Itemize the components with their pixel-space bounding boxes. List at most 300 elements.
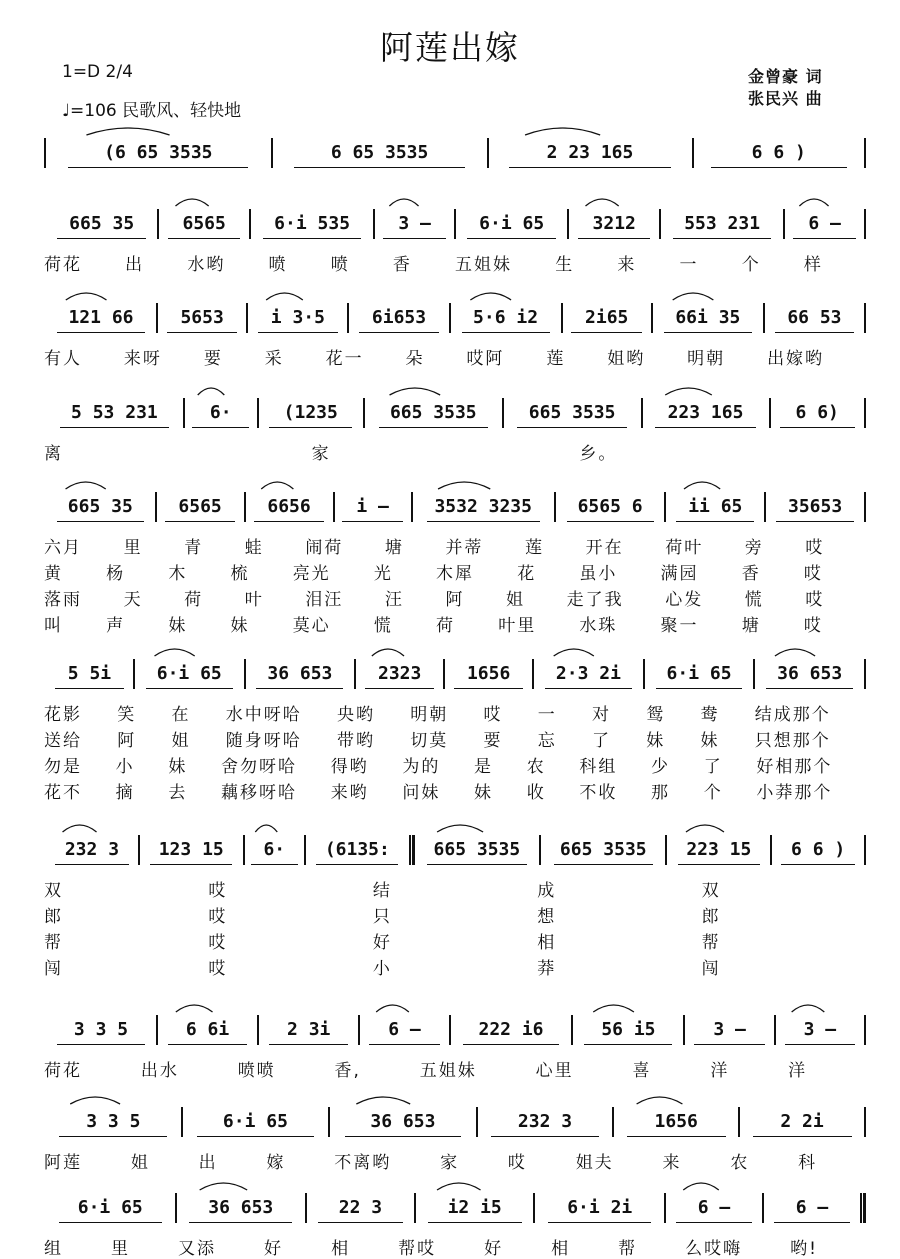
lyric-word: 喷 [330,255,350,275]
lyric-word: 里 [111,1239,131,1259]
slur-arc [686,825,724,832]
measure: 6 6 ) [751,142,806,163]
measure: 22 3 [338,1197,383,1218]
barline [860,1193,866,1223]
lyric-word: 了 [592,731,611,751]
lyric-word: 塘 [741,616,761,636]
lyric-word: 来哟 [330,783,369,803]
measure: 6 6) [795,402,839,423]
beam-underline [462,332,550,333]
beam-underline [774,1222,851,1223]
beam-underline [294,167,465,168]
lyric-line [44,700,866,725]
measure: 5 53 231 [71,402,158,423]
measure: i 3·5 [270,307,325,328]
measure: 66 53 [787,307,842,328]
lyric-word: 里 [123,538,143,558]
notation-line [44,658,866,690]
measure: 232 3 [517,1111,573,1132]
lyric-word: 离 [44,444,63,464]
lyric-word: 科组 [579,757,618,777]
beam-underline [269,1044,348,1045]
slur-arc [63,825,97,832]
beam-underline [584,1044,672,1045]
measure: 121 66 [68,307,134,328]
measure: 5·6 i2 [473,307,539,328]
lyric-word: 带哟 [337,731,375,751]
lyric-word: 双 [701,881,721,901]
lyric-word: 走了我 [566,590,624,610]
beam-underline [578,238,650,239]
measure: 2 2i [780,1111,824,1132]
lyric-word: 哎 [805,590,825,610]
measure: 665 35 [67,496,133,517]
slur-arc [255,825,277,832]
slur-marks [44,996,866,1016]
lyric-word: 摘 [115,783,135,803]
beam-underline [168,238,240,239]
lyric-word: 结成那个 [754,705,831,725]
lyric-word: 不收 [579,783,618,803]
lyric-word: 闯 [44,959,63,979]
lyric-word: 莫心 [292,616,331,636]
slur-marks [44,640,866,660]
slur-marks [44,1088,866,1108]
lyric-word: 姐 [171,731,191,751]
lyric-line [44,250,866,275]
measure: 6 6 ) [791,839,846,860]
lyric-word: 六月 [44,538,82,558]
lyric-line [44,876,866,901]
slur-arc [198,388,225,395]
beam-underline [655,427,756,428]
notation-line [44,834,866,866]
lyric-line [44,585,866,610]
lyric-word: 姐夫 [575,1153,614,1173]
lyric-word: 哟! [790,1239,818,1259]
lyric-word: 要 [483,731,503,751]
beam-underline [694,1044,765,1045]
lyric-word: 旁 [744,538,764,558]
measure: 2i65 [585,307,629,328]
measure: 2323 [378,663,422,684]
slur-arc [66,482,106,489]
slur-marks [44,190,866,210]
beam-underline [192,427,249,428]
beam-underline [342,521,403,522]
measure: 665 3535 [528,402,616,423]
notation-line [44,137,866,169]
lyric-word: 木 [168,564,188,584]
beam-underline [678,864,760,865]
lyric-word: 个 [741,255,761,275]
lyric-line [44,533,866,558]
slur-arc [775,649,815,656]
beam-underline [571,332,642,333]
lyric-word: 出嫁哟 [767,349,825,369]
tempo-marking: ♩=106 民歌风、轻快地 [62,101,242,121]
beam-underline [656,688,743,689]
lyric-word: 结 [372,881,392,901]
lyric-word: 哎 [803,564,823,584]
lyric-word: 相 [551,1239,571,1259]
lyric-line [44,954,866,979]
measure: 35653 [787,496,843,517]
measure: 6i653 [371,307,427,328]
lyric-word: 小 [115,757,135,777]
notation-line [44,1106,866,1138]
lyric-word: 了 [703,757,723,777]
lyric-word: 相 [331,1239,351,1259]
slur-marks [44,1174,866,1194]
lyric-word: 水珠 [579,616,618,636]
measure: 36 653 [777,663,843,684]
lyric-word: 闯 [701,959,721,979]
lyric-word: 莲 [546,349,566,369]
lyric-word: 切莫 [410,731,449,751]
measure: 665 3535 [433,839,521,860]
beam-underline [463,1044,560,1045]
barline [864,138,866,168]
lyric-word: 花影 [44,705,82,725]
lyric-word: 哎 [208,907,228,927]
measure: 665 35 [69,213,135,234]
beam-underline [60,427,169,428]
notation-line [44,491,866,523]
slur-arc [261,482,293,489]
slur-arc [70,1097,120,1104]
lyric-word: 满园 [660,564,699,584]
lyric-word: 央哟 [337,705,375,725]
lyric-word: 明朝 [687,349,726,369]
slur-marks [44,473,866,493]
lyric-word: 采 [264,349,284,369]
beam-underline [345,1136,461,1137]
lyric-word: 聚一 [660,616,699,636]
barline [864,659,866,689]
beam-underline [57,332,145,333]
lyric-word: 洋 [788,1061,808,1081]
measure: 66i 35 [675,307,741,328]
measure: 2·3 2i [555,663,621,684]
measure: 6·i 65 [666,663,732,684]
measure: (1235 [283,402,338,423]
measure: 223 15 [686,839,752,860]
lyric-word: 哎 [208,933,228,953]
lyric-word: 帮哎 [398,1239,437,1259]
beam-underline [263,238,361,239]
measure: 665 3535 [389,402,477,423]
lyric-word: 乡。 [579,444,618,464]
beam-underline [785,1044,856,1045]
beam-underline [780,427,855,428]
beam-underline [365,688,435,689]
slur-arc [525,128,600,135]
lyric-word: 好相那个 [756,757,833,777]
lyric-word: 喷 [268,255,288,275]
lyric-word: 生 [555,255,575,275]
beam-underline [59,1136,167,1137]
lyric-word: 帮 [701,933,721,953]
beam-underline [664,332,752,333]
measure: 6 – [795,1197,829,1218]
notation-line [44,302,866,334]
notation-line [44,1014,866,1046]
measure: 553 231 [684,213,761,234]
barline [864,1107,866,1137]
measure: ii 65 [688,496,743,517]
slur-arc [684,482,720,489]
lyric-word: 相 [537,933,557,953]
lyric-word: 样 [803,255,823,275]
composer-credit: 张民兴 曲 [748,89,823,108]
measure: 6·i 65 [479,213,545,234]
lyric-word: 荷叶 [665,538,704,558]
slur-arc [372,649,404,656]
lyric-line [44,559,866,584]
beam-underline [781,864,855,865]
lyric-word: 花一 [325,349,364,369]
lyric-word: 成 [537,881,557,901]
lyric-word: 黄 [44,564,63,584]
lyric-word: 出 [198,1153,218,1173]
beam-underline [509,167,671,168]
measure: 3 3 5 [86,1111,141,1132]
beam-underline [165,521,235,522]
measure: i2 i5 [447,1197,502,1218]
beam-underline [753,1136,852,1137]
lyric-word: 洋 [710,1061,730,1081]
lyric-word: 出 [125,255,145,275]
lyric-word: 五姐妹 [455,255,513,275]
lyric-word: 双 [44,881,63,901]
beam-underline [256,688,343,689]
lyric-word: 花不 [44,783,82,803]
beam-underline [545,688,632,689]
lyric-line [44,1234,866,1259]
lyric-word: 那 [651,783,671,803]
measure: 2 3i [287,1019,331,1040]
slur-arc [593,1005,634,1012]
lyric-word: 组 [44,1239,63,1259]
beam-underline [167,332,238,333]
beam-underline [254,521,324,522]
slur-arc [586,199,619,206]
measure: 6 – [697,1197,731,1218]
lyric-word: 勿是 [44,757,82,777]
lyric-word: 忘 [537,731,557,751]
lyric-line [44,1056,866,1081]
beam-underline [766,688,853,689]
measure: 5653 [180,307,224,328]
lyric-word: 五姐妹 [419,1061,477,1081]
lyric-word: 青 [184,538,204,558]
lyric-word: 阿 [445,590,465,610]
beam-underline [68,167,248,168]
lyric-word: 郎 [701,907,721,927]
lyric-word: 杨 [106,564,126,584]
slur-arc [470,293,511,300]
lyric-word: 好 [372,933,392,953]
lyric-word: 不离哟 [334,1153,392,1173]
lyric-line [44,1148,866,1173]
beam-underline [251,864,299,865]
lyric-word: 又添 [178,1239,217,1259]
lyric-line [44,752,866,777]
lyric-word: 朵 [405,349,425,369]
measure: 6 6i [185,1019,230,1040]
lyric-word: 舍勿呀哈 [221,757,298,777]
measure: 3532 3235 [434,496,532,517]
measure: 6565 [178,496,222,517]
lyric-word: 荷花 [44,255,82,275]
lyric-word: 为的 [402,757,441,777]
beam-underline [776,521,854,522]
beam-underline [567,521,654,522]
lyric-word: 一 [679,255,699,275]
slur-marks [44,816,866,836]
lyric-word: 虽小 [579,564,618,584]
lyric-line [44,902,866,927]
beam-underline [383,238,446,239]
measure: 6656 [267,496,311,517]
key-signature: 1=D 2/4 [62,62,133,82]
notation-line [44,208,866,240]
measure: 36 653 [267,663,333,684]
lyric-word: 小 [372,959,392,979]
measure: 5 5i [67,663,112,684]
measure: 6 65 3535 [330,142,429,163]
beam-underline [258,332,337,333]
lyric-word: 是 [474,757,494,777]
measure: 222 i6 [478,1019,544,1040]
lyric-word: 闹荷 [305,538,344,558]
measure: 6·i 65 [156,663,222,684]
lyric-word: 香, [334,1061,361,1081]
beam-underline [554,864,654,865]
lyric-word: 哎 [208,881,228,901]
measure: 3 3 5 [73,1019,129,1040]
measure: 223 165 [667,402,744,423]
lyric-word: 香 [392,255,412,275]
beam-underline [427,521,540,522]
measure: 6·i 535 [274,213,351,234]
slur-arc [266,293,303,300]
slur-arc [86,128,169,135]
lyric-word: 光 [373,564,393,584]
lyric-word: 一 [537,705,557,725]
measure: i – [356,496,389,517]
lyric-word: 随身呀哈 [225,731,302,751]
beam-underline [517,427,626,428]
lyric-word: 在 [171,705,191,725]
slur-arc [799,199,828,206]
slur-arc [376,1005,409,1012]
measure: 232 3 [64,839,120,860]
measure: 36 653 [370,1111,436,1132]
measure: 6·i 65 [222,1111,288,1132]
lyric-word: 汪 [384,590,404,610]
slur-marks [44,119,866,139]
slur-arc [390,388,441,395]
lyric-word: 开在 [585,538,624,558]
lyric-word: 花 [517,564,537,584]
lyric-word: 姐 [130,1153,150,1173]
beam-underline [467,238,556,239]
beam-underline [793,238,856,239]
slur-marks [44,379,866,399]
barline [864,303,866,333]
lyric-word: 妹 [474,783,494,803]
lyric-word: 声 [106,616,126,636]
lyric-word: 亮光 [292,564,331,584]
lyric-word: 农 [526,757,546,777]
barline [864,835,866,865]
lyric-word: 莽 [537,959,557,979]
lyric-word: 哎 [208,959,228,979]
lyric-word: 来呀 [123,349,162,369]
slur-arc [356,1097,410,1104]
lyric-word: 农 [730,1153,750,1173]
beam-underline [318,1222,403,1223]
slur-arc [389,199,418,206]
lyric-word: 么哎嗨 [685,1239,743,1259]
lyric-word: 帮 [618,1239,638,1259]
lyric-word: 想 [537,907,557,927]
lyric-word: 个 [703,783,723,803]
lyric-word: 得哟 [330,757,369,777]
lyric-word: 阿莲 [44,1153,82,1173]
lyric-word: 出水 [140,1061,179,1081]
lyric-word: 少 [651,757,671,777]
lyric-word: 荷 [436,616,456,636]
beam-underline [197,1136,313,1137]
lyric-word: 小莽那个 [756,783,833,803]
slur-arc [176,1005,213,1012]
barline [864,1015,866,1045]
slur-arc [175,199,208,206]
lyric-word: 叶里 [498,616,537,636]
lyric-word: 哎 [483,705,503,725]
slur-arc [437,1183,481,1190]
measure: 56 i5 [601,1019,656,1040]
lyric-word: 郎 [44,907,63,927]
lyric-word: 叫 [44,616,63,636]
beam-underline [269,427,352,428]
beam-underline [428,1222,522,1223]
lyric-word: 哎阿 [466,349,505,369]
lyric-word: 塘 [384,538,404,558]
beam-underline [369,1044,440,1045]
slur-arc [66,293,107,300]
slur-arc [437,825,483,832]
measure: 665 3535 [559,839,647,860]
slur-arc [683,1183,719,1190]
lyric-word: 问妹 [402,783,441,803]
slur-arc [438,482,490,489]
lyric-word: 并蒂 [445,538,484,558]
measure: 6 – [808,213,841,234]
lyric-line [44,726,866,751]
lyric-word: 阿 [117,731,137,751]
lyric-word: 姐哟 [607,349,646,369]
lyric-word: 要 [203,349,223,369]
lyric-word: 木犀 [436,564,475,584]
beam-underline [57,238,146,239]
song-title: 阿莲出嫁 [380,28,520,67]
measure: 6· [263,839,286,860]
measure: 6565 [182,213,226,234]
